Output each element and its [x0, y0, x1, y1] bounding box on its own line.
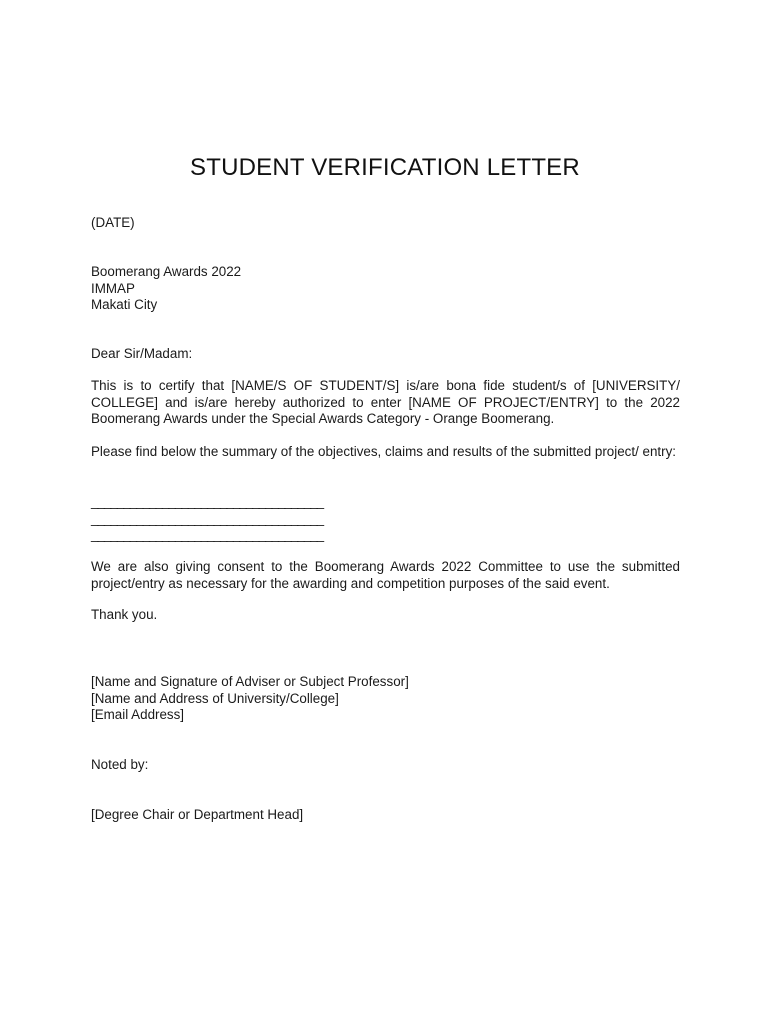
letter-date: (DATE) [91, 215, 135, 230]
consent-paragraph: We are also giving consent to the Boomerang Awards 2022 Committee to use the submitted project/entry as necessary for the awarding and competition purposes of the said event. [91, 559, 680, 591]
blank-line: ____________________________________ [91, 510, 324, 526]
recipient-line-2: IMMAP [91, 280, 135, 296]
signature-line-2: [Name and Address of University/College] [91, 690, 339, 706]
recipient-line-1: Boomerang Awards 2022 [91, 264, 242, 279]
signature-line-1: [Name and Signature of Adviser or Subject Professor] [91, 674, 409, 689]
recipient-address [91, 264, 680, 314]
summary-blank-lines [91, 494, 680, 544]
summary-intro-paragraph: Please find below the summary of the objectives, claims and results of the submitted project/ entry: [91, 444, 677, 459]
noted-by-name: [Degree Chair or Department Head] [91, 807, 304, 822]
recipient-line-3: Makati City [91, 297, 158, 312]
salutation: Dear Sir/Madam: [91, 346, 193, 361]
noted-by-label: Noted by: [91, 757, 149, 772]
signature-block [91, 674, 680, 724]
letter-title: STUDENT VERIFICATION LETTER [190, 154, 580, 181]
certification-paragraph: This is to certify that [NAME/S OF STUDENT/S] is/are bona fide student/s of [UNIVERSITY/ COLLEGE] and is/are hereby authorized to enter [NAME OF PROJECT/ENTRY] to the 2022 Boomerang Awards under the Special Awards Category - Orange Boomerang. [91, 378, 680, 426]
blank-line: ____________________________________ [91, 494, 324, 509]
closing: Thank you. [91, 607, 158, 622]
signature-line-3: [Email Address] [91, 707, 185, 722]
blank-line: ____________________________________ [91, 527, 324, 542]
